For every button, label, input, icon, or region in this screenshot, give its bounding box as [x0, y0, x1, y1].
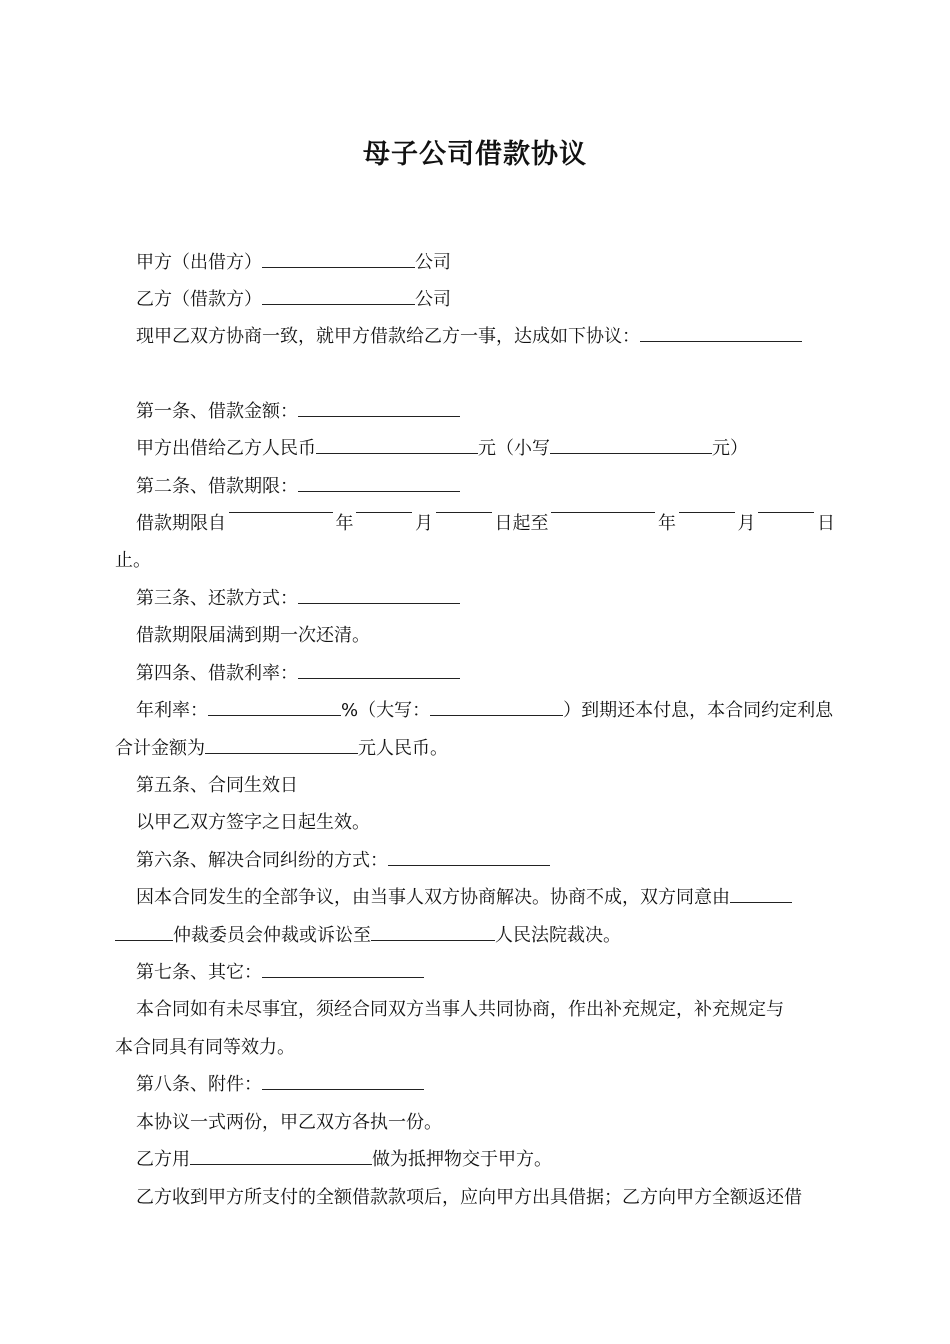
- art1-heading-blank[interactable]: [298, 415, 460, 417]
- art1-heading-line: [115, 399, 856, 425]
- art8-text-a: 本协议一式两份，甲乙双方各执一份。: [136, 1112, 442, 1133]
- party-a-blank[interactable]: [262, 266, 415, 268]
- art2-day: 日: [817, 513, 835, 534]
- art4-heading: 第四条、借款利率：: [136, 663, 298, 684]
- art5-text: 以甲乙双方签字之日起生效。: [136, 812, 370, 833]
- art7-heading-line: [115, 960, 856, 986]
- art2-heading-blank[interactable]: [298, 490, 460, 492]
- art1-text-line: [115, 436, 856, 462]
- intro-blank[interactable]: [640, 340, 802, 342]
- art6-heading: 第六条、解决合同纠纷的方式：: [136, 850, 388, 871]
- art4-heading-line: [115, 661, 856, 687]
- party-b-blank[interactable]: [262, 303, 415, 305]
- art8-text-line-d: [115, 1185, 856, 1211]
- party-a-suffix: 公司: [415, 252, 451, 273]
- art3-heading-line: [115, 586, 856, 612]
- art5-heading: 第五条、合同生效日: [136, 775, 298, 796]
- start-month-blank[interactable]: [356, 511, 412, 513]
- art2-text-line: [115, 511, 835, 537]
- end-year-blank[interactable]: [551, 511, 655, 513]
- art4-total-line: [115, 736, 835, 762]
- arbitration-blank-1[interactable]: [730, 901, 792, 903]
- art1-heading: 第一条、借款金额：: [136, 401, 298, 422]
- art2-year-1: 年: [335, 513, 354, 534]
- party-b-line: [115, 287, 856, 313]
- art2-end: 止。: [115, 550, 151, 571]
- party-b-label: 乙方（借款方）: [136, 289, 262, 310]
- amount-lowercase-blank[interactable]: [550, 452, 712, 454]
- art4-text-b: %（大写：: [341, 700, 431, 721]
- party-a-line: [115, 250, 856, 276]
- art6-heading-line: [115, 848, 856, 874]
- intro-line: [115, 324, 856, 350]
- art5-heading-line: [115, 773, 856, 799]
- art7-heading-blank[interactable]: [262, 976, 424, 978]
- rate-blank[interactable]: [208, 714, 341, 716]
- art6-text-line-2: [115, 923, 835, 949]
- art6-text-b: 仲裁委员会仲裁或诉讼至: [173, 925, 371, 946]
- art3-heading: 第三条、还款方式：: [136, 588, 298, 609]
- end-month-blank[interactable]: [679, 511, 735, 513]
- court-blank[interactable]: [371, 939, 495, 941]
- art4-text-d: 合计金额为: [115, 738, 205, 759]
- art2-end-line: [115, 548, 835, 574]
- document-title: 母子公司借款协议: [363, 139, 587, 170]
- art6-text-c: 人民法院裁决。: [495, 925, 621, 946]
- art7-text-line: [115, 997, 856, 1023]
- art8-heading-line: [115, 1072, 856, 1098]
- art4-heading-blank[interactable]: [298, 677, 460, 679]
- art2-year-2: 年: [658, 513, 676, 534]
- art1-text-a: 甲方出借给乙方人民币: [136, 438, 316, 459]
- intro-text: 现甲乙双方协商一致，就甲方借款给乙方一事，达成如下协议：: [136, 326, 640, 347]
- art2-heading: 第二条、借款期限：: [136, 476, 298, 497]
- art7-text-b: 本合同具有同等效力。: [115, 1037, 295, 1058]
- rate-uppercase-blank[interactable]: [430, 714, 563, 716]
- art8-text-b: 乙方用: [136, 1149, 190, 1170]
- art1-text-c: 元）: [712, 438, 748, 459]
- collateral-blank[interactable]: [190, 1163, 372, 1165]
- arbitration-blank-2[interactable]: [115, 939, 173, 941]
- art3-text-line: [115, 623, 856, 649]
- amount-blank[interactable]: [316, 452, 478, 454]
- art2-text-a: 借款期限自: [136, 513, 226, 534]
- art3-text: 借款期限届满到期一次还清。: [136, 625, 370, 646]
- art7-text-a: 本合同如有未尽事宜，须经合同双方当事人共同协商，作出补充规定，补充规定与: [136, 999, 784, 1020]
- art8-text-c: 做为抵押物交于甲方。: [372, 1149, 552, 1170]
- art7-heading: 第七条、其它：: [136, 962, 262, 983]
- art4-text-a: 年利率：: [136, 700, 208, 721]
- start-day-blank[interactable]: [436, 511, 492, 513]
- art8-text-d: 乙方收到甲方所支付的全额借款款项后，应向甲方出具借据；乙方向甲方全额返还借: [136, 1187, 802, 1208]
- interest-total-blank[interactable]: [205, 752, 358, 754]
- end-day-blank[interactable]: [758, 511, 814, 513]
- art3-heading-blank[interactable]: [298, 602, 460, 604]
- art1-text-b: 元（小写: [478, 438, 550, 459]
- art8-text-line-a: [115, 1110, 856, 1136]
- art6-text-a: 因本合同发生的全部争议，由当事人双方协商解决。协商不成，双方同意由: [136, 887, 730, 908]
- art6-heading-blank[interactable]: [388, 864, 550, 866]
- art2-heading-line: [115, 474, 856, 500]
- party-b-suffix: 公司: [415, 289, 451, 310]
- art2-month-2: 月: [737, 513, 756, 534]
- art8-text-line-b: [115, 1147, 856, 1173]
- art4-text-c: ）到期还本付息，本合同约定利息: [563, 700, 834, 721]
- party-a-label: 甲方（出借方）: [136, 252, 262, 273]
- art8-heading: 第八条、附件：: [136, 1074, 262, 1095]
- art7-text-line-2: [115, 1035, 835, 1061]
- start-year-blank[interactable]: [229, 511, 333, 513]
- art8-heading-blank[interactable]: [262, 1088, 424, 1090]
- art2-day-from: 日起至: [494, 513, 549, 534]
- art2-month-1: 月: [415, 513, 433, 534]
- art4-text-line: [115, 698, 856, 724]
- art6-text-line: [115, 885, 856, 911]
- art5-text-line: [115, 810, 856, 836]
- art4-text-e: 元人民币。: [358, 738, 448, 759]
